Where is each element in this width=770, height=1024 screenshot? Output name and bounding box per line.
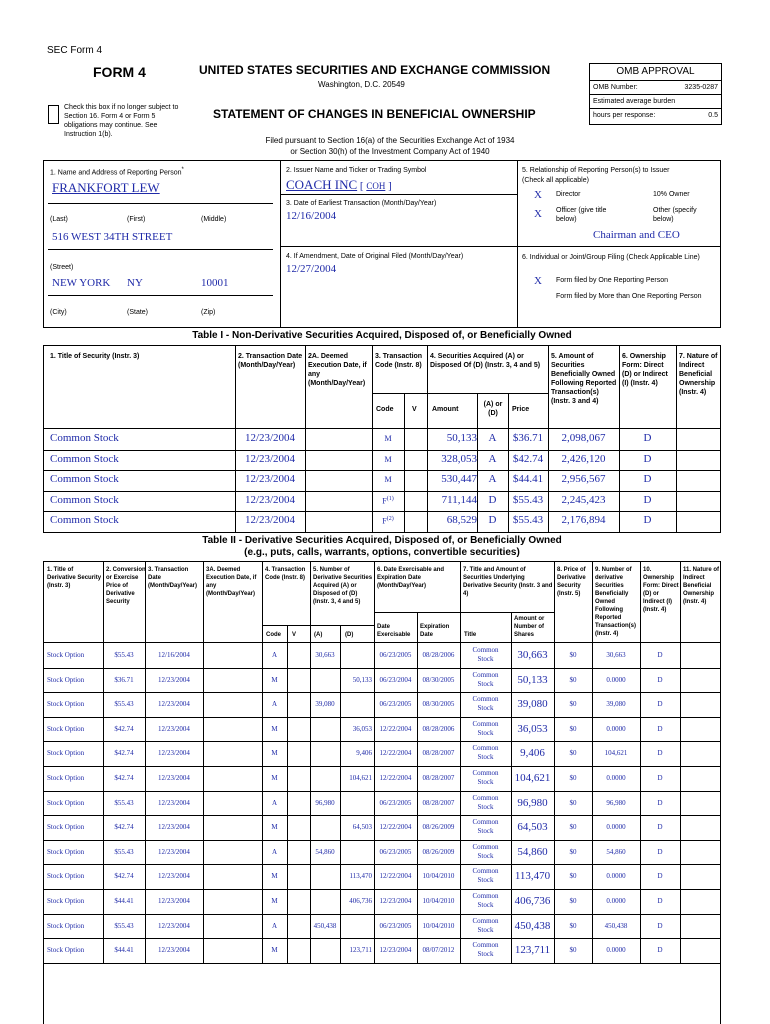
t2-underlying-title: Common Stock (472, 867, 499, 885)
issuer-ticker: COH (366, 181, 386, 191)
other-label: Other (specify below) (653, 207, 697, 223)
t1-security-title: Common Stock (50, 432, 119, 444)
more-persons-label: Form filed by More than One Reporting Person (556, 293, 702, 300)
t2-expiration-date: 08/26/2009 (422, 847, 455, 856)
t2-underlying-title: Common Stock (472, 793, 499, 811)
t1-amount: 68,529 (446, 514, 477, 527)
t2-underlying-title: Common Stock (472, 941, 499, 959)
t1-footnote-ref: (2) (386, 516, 394, 523)
form-title: FORM 4 (93, 64, 146, 80)
t2-date-exercisable: 12/23/2004 (379, 946, 412, 955)
t1-transaction-date: 12/23/2004 (244, 432, 296, 444)
t2-derivative-price: $0 (569, 847, 577, 856)
omb-number-row (590, 81, 721, 95)
t2-derivative-price: $0 (569, 749, 577, 758)
t2-owned-following: 39,080 (606, 700, 626, 709)
t2-expiration-date: 08/28/2007 (422, 774, 455, 782)
t2-date-exercisable: 06/23/2005 (379, 700, 412, 709)
t2-underlying-shares: 39,080 (517, 698, 548, 711)
t2-expiration-date: 10/04/2010 (422, 897, 455, 905)
t1-security-title: Common Stock (50, 473, 119, 486)
t2-underlying-shares: 96,980 (517, 796, 548, 809)
t1-amount: 711,144 (441, 493, 477, 506)
t1-h6: 6. Ownership Form: Direct (D) or Indirect (I) (Instr. 4) (622, 353, 668, 387)
t2-transaction-code: M (271, 946, 278, 955)
t2-date-exercisable: 12/22/2004 (379, 749, 412, 758)
reporting-person-name: FRANKFORT LEW (52, 180, 160, 195)
t1-transaction-code: M (384, 434, 392, 443)
t2-transaction-date: 12/16/2004 (158, 651, 190, 659)
filed-pursuant-line1: Filed pursuant to Section 16(a) of the Securities Exchange Act of 1934 (265, 136, 515, 145)
t2-disposed: 406,736 (349, 897, 372, 905)
t2-date-exercisable: 12/22/2004 (379, 823, 412, 832)
t2-expiration-date: 08/26/2009 (422, 823, 455, 832)
t2-date-exercisable: 12/22/2004 (379, 774, 412, 782)
amendment-label: 4. If Amendment, Date of Original Filed (Month/Day/Year) (286, 253, 464, 260)
city-value: NEW YORK (52, 277, 111, 289)
omb-approval-box (589, 63, 722, 125)
t1-acquired-disposed: D (488, 514, 497, 527)
t2-transaction-date: 12/23/2004 (158, 700, 190, 709)
t2-expiration-date: 08/28/2006 (422, 724, 455, 733)
t2-disposed: 64,503 (352, 823, 372, 832)
t2-transaction-code: M (271, 872, 278, 881)
t2-acquired: 39,080 (315, 700, 335, 709)
t2-underlying-title: Common Stock (472, 842, 499, 860)
filing-label: 6. Individual or Joint/Group Filing (Check Applicable Line) (522, 254, 700, 261)
t2-ownership-form: D (657, 651, 663, 659)
issuer-name: COACH INC (286, 177, 358, 192)
earliest-date-value: 12/16/2004 (286, 210, 337, 222)
t2-transaction-date: 12/23/2004 (158, 872, 190, 881)
t2-derivative-price: $0 (569, 774, 577, 782)
t2-sub-code: Code (266, 632, 281, 638)
t2-exercise-price: $55.43 (114, 651, 134, 659)
t1-h4: 4. Securities Acquired (A) or Disposed Of (D) (Instr. 3, 4 and 5) (430, 353, 541, 369)
t2-h7: 7. Title and Amount of Securities Underlying Derivative Security (Instr. 3 and 4) (463, 567, 553, 597)
t2-date-exercisable: 06/23/2005 (379, 651, 412, 659)
omb-number-label: OMB Number: (593, 84, 638, 91)
issuer-name-row: COACH INC [ COH ] (286, 177, 392, 192)
t2-underlying-title: Common Stock (472, 892, 499, 909)
t2-date-exercisable: 06/23/2005 (379, 847, 412, 856)
t2-underlying-title: Common Stock (472, 719, 499, 737)
t1-transaction-date: 12/23/2004 (244, 493, 296, 506)
director-label: Director (556, 191, 581, 198)
t2-ownership-form: D (657, 798, 663, 807)
t2-disposed: 36,053 (352, 724, 372, 733)
t1-sub-amount: Amount (432, 406, 459, 413)
t2-transaction-code: M (271, 823, 278, 832)
t2-h4: 4. Transaction Code (Instr. 8) (265, 567, 306, 581)
state-value: NY (127, 277, 143, 289)
t1-acquired-disposed: A (488, 473, 497, 486)
t2-underlying-title: Common Stock (472, 818, 499, 836)
t2-derivative-title: Stock Option (47, 946, 85, 955)
t2-transaction-code: A (271, 921, 278, 930)
t2-derivative-title: Stock Option (47, 921, 85, 930)
t2-derivative-title: Stock Option (47, 774, 85, 782)
director-mark[interactable]: X (534, 189, 542, 201)
t2-owned-following: 104,621 (604, 749, 628, 758)
t1-ownership-form: D (643, 473, 652, 486)
t2-disposed: 50,133 (352, 675, 372, 684)
t2-derivative-title: Stock Option (47, 847, 85, 856)
t1-owned-following: 2,245,423 (561, 493, 606, 506)
t2-derivative-title: Stock Option (47, 651, 85, 659)
t2-underlying-title: Common Stock (472, 670, 499, 688)
t2-sub-v: V (292, 632, 297, 638)
t2-owned-following: 30,663 (606, 651, 626, 659)
t2-sub-expiration: Expiration Date (420, 624, 450, 638)
t2-derivative-price: $0 (569, 724, 577, 733)
t2-owned-following: 0.0000 (606, 823, 626, 832)
t2-date-exercisable: 06/23/2005 (379, 798, 412, 807)
t2-exercise-price: $42.74 (114, 823, 134, 832)
t1-security-title: Common Stock (50, 452, 119, 465)
t1-acquired-disposed: A (488, 452, 497, 465)
t1-h3: 3. Transaction Code (Instr. 8) (375, 353, 423, 369)
t2-exercise-price: $44.41 (114, 897, 134, 905)
t2-exercise-price: $44.41 (114, 946, 134, 955)
t2-underlying-shares: 113,470 (514, 870, 551, 883)
t2-transaction-code: M (271, 675, 278, 684)
omb-title: OMB APPROVAL (590, 64, 721, 81)
t1-footnote-ref: (1) (386, 495, 394, 502)
omb-hours-row (590, 109, 721, 122)
t1-sub-ad: (A) or (D) (483, 401, 503, 417)
t2-underlying-shares: 104,621 (514, 772, 551, 784)
t2-exercise-price: $42.74 (114, 749, 134, 758)
t1-price: $55.43 (512, 493, 544, 506)
t2-derivative-price: $0 (569, 700, 577, 709)
t1-transaction-date: 12/23/2004 (244, 514, 296, 527)
street-value: 516 WEST 34TH STREET (52, 231, 173, 243)
t2-transaction-code: M (271, 897, 278, 905)
officer-mark[interactable]: X (534, 208, 542, 220)
t2-transaction-date: 12/23/2004 (158, 823, 190, 832)
t2-transaction-code: A (271, 798, 278, 807)
t1-h2: 2. Transaction Date (Month/Day/Year) (238, 353, 303, 369)
t2-transaction-date: 12/23/2004 (158, 897, 190, 905)
t1-transaction-code: M (384, 475, 392, 485)
t2-derivative-price: $0 (569, 798, 577, 807)
t2-underlying-shares: 64,503 (517, 821, 548, 834)
t2-ownership-form: D (657, 897, 663, 905)
first-label: (First) (127, 216, 146, 223)
t2-h8: 8. Price of Derivative Security (Instr. 5) (557, 567, 586, 597)
t2-exercise-price: $55.43 (114, 921, 134, 930)
t2-exercise-price: $42.74 (114, 724, 134, 733)
t2-date-exercisable: 06/23/2005 (379, 921, 412, 930)
zip-value: 10001 (201, 277, 229, 289)
t2-expiration-date: 08/30/2005 (422, 700, 455, 709)
omb-hours-label: hours per response: (593, 112, 656, 119)
t2-ownership-form: D (657, 749, 663, 758)
t2-derivative-title: Stock Option (47, 749, 85, 758)
t2-acquired: 54,860 (315, 847, 335, 856)
t2-owned-following: 0.0000 (606, 897, 626, 905)
t2-transaction-code: M (271, 724, 278, 733)
t2-expiration-date: 08/28/2007 (422, 798, 455, 807)
t2-expiration-date: 10/04/2010 (422, 921, 455, 930)
earliest-date-label: 3. Date of Earliest Transaction (Month/Day/Year) (286, 200, 437, 207)
t2-ownership-form: D (657, 724, 663, 733)
t2-underlying-shares: 9,406 (520, 747, 545, 760)
t2-derivative-title: Stock Option (47, 700, 85, 709)
amendment-value: 12/27/2004 (286, 263, 337, 275)
t2-h1: 1. Title of Derivative Security (Instr. 3) (47, 567, 102, 589)
t2-derivative-price: $0 (569, 651, 577, 659)
officer-label: Officer (give title below) (556, 207, 607, 223)
t2-derivative-title: Stock Option (47, 724, 85, 733)
one-person-label: Form filed by One Reporting Person (556, 277, 669, 284)
t2-derivative-price: $0 (569, 823, 577, 832)
t1-owned-following: 2,426,120 (561, 452, 606, 465)
t1-ownership-form: D (643, 452, 652, 465)
t2-transaction-date: 12/23/2004 (158, 774, 190, 782)
t2-disposed: 113,470 (349, 872, 372, 881)
t2-underlying-shares: 450,438 (514, 919, 551, 932)
t2-exercise-price: $42.74 (114, 774, 134, 782)
t2-acquired: 450,438 (313, 921, 337, 930)
t2-underlying-shares: 50,133 (517, 673, 548, 686)
t2-h3a: 3A. Deemed Execution Date, if any (Month/Day/Year) (206, 567, 257, 597)
t1-price: $55.43 (512, 514, 544, 527)
t2-derivative-price: $0 (569, 872, 577, 881)
t1-h2a: 2A. Deemed Execution Date, if any (Month/Day/Year) (308, 353, 367, 387)
t1-h5: 5. Amount of Securities Beneficially Owned Following Reported Transaction(s) (Instr. 3 and 4) (551, 353, 617, 405)
commission-city: Washington, D.C. 20549 (318, 80, 405, 89)
t2-derivative-title: Stock Option (47, 823, 85, 832)
t1-ownership-form: D (643, 493, 652, 506)
t2-transaction-date: 12/23/2004 (158, 798, 190, 807)
t2-date-exercisable: 12/23/2004 (379, 897, 412, 905)
t2-sub-title: Title (464, 632, 477, 638)
t2-underlying-title: Common Stock (472, 646, 499, 663)
t2-expiration-date: 08/30/2005 (422, 675, 455, 684)
t2-h3: 3. Transaction Date (Month/Day/Year) (148, 567, 198, 589)
t2-ownership-form: D (657, 823, 663, 832)
t2-underlying-shares: 406,736 (514, 895, 551, 907)
t2-derivative-title: Stock Option (47, 897, 85, 905)
omb-number-value: 3235-0287 (684, 84, 718, 91)
t2-ownership-form: D (657, 921, 663, 930)
state-label: (State) (127, 309, 149, 316)
zip-label: (Zip) (201, 309, 216, 316)
t2-h10: 10. Ownership Form: Direct (D) or Indirect (I) (Instr. 4) (643, 567, 679, 613)
t2-disposed: 104,621 (349, 774, 372, 782)
t2-transaction-code: A (271, 700, 278, 709)
t2-underlying-title: Common Stock (472, 744, 499, 762)
t2-ownership-form: D (657, 700, 663, 709)
reporting-person-label: 1. Name and Address of Reporting Person* (50, 167, 184, 177)
t2-acquired: 96,980 (315, 798, 335, 807)
omb-burden-label: Estimated average burden (590, 95, 721, 109)
t2-ownership-form: D (657, 872, 663, 881)
t1-price: $36.71 (512, 432, 544, 444)
t1-transaction-code: $F^{(1)}$ (382, 495, 394, 506)
t2-transaction-date: 12/23/2004 (158, 724, 190, 733)
t2-owned-following: 54,860 (606, 847, 626, 856)
t1-acquired-disposed: D (488, 493, 497, 506)
ten-pct-owner-label: 10% Owner (653, 191, 690, 198)
t2-disposed: 9,406 (356, 749, 372, 758)
table2-title: Table II - Derivative Securities Acquired, Disposed of, or Beneficially Owned (202, 535, 562, 546)
t2-owned-following: 0.0000 (606, 724, 626, 733)
t1-transaction-date: 12/23/2004 (244, 452, 296, 465)
t2-h9: 9. Number of derivative Securities Beneficially Owned Following Reported Transaction(s) (Instr. 4) (595, 567, 637, 637)
table1-title: Table I - Non-Derivative Securities Acquired, Disposed of, or Beneficially Owned (192, 330, 572, 341)
t1-acquired-disposed: A (488, 432, 497, 444)
t2-expiration-date: 08/07/2012 (422, 946, 455, 955)
t1-amount: 50,133 (446, 432, 477, 444)
omb-hours-value: 0.5 (708, 112, 718, 119)
t2-owned-following: 0.0000 (606, 872, 626, 881)
t2-transaction-date: 12/23/2004 (158, 675, 190, 684)
t2-disposed: 123,711 (349, 946, 372, 955)
t2-owned-following: 450,438 (604, 921, 628, 930)
t2-ownership-form: D (657, 847, 663, 856)
t2-exercise-price: $36.71 (114, 675, 134, 684)
t2-derivative-title: Stock Option (47, 872, 85, 881)
t1-h1: 1. Title of Security (Instr. 3) (50, 353, 140, 360)
t2-transaction-date: 12/23/2004 (158, 749, 190, 758)
t2-expiration-date: 10/04/2010 (422, 872, 455, 881)
t2-sub-exercisable: Date Exercisable (377, 624, 411, 638)
t2-derivative-price: $0 (569, 921, 577, 930)
t2-transaction-date: 12/23/2004 (158, 847, 190, 856)
t2-transaction-code: M (271, 774, 278, 782)
t2-owned-following: 96,980 (606, 798, 626, 807)
issuer-label: 2. Issuer Name and Ticker or Trading Symbol (286, 167, 427, 174)
t2-underlying-shares: 30,663 (517, 649, 548, 661)
t2-exercise-price: $42.74 (114, 872, 134, 881)
t2-transaction-code: M (271, 749, 278, 758)
table2-subtitle: (e.g., puts, calls, warrants, options, convertible securities) (244, 547, 520, 558)
t2-exercise-price: $55.43 (114, 700, 134, 709)
t1-amount: 530,447 (441, 473, 477, 486)
t1-security-title: Common Stock (50, 493, 119, 506)
t2-owned-following: 0.0000 (606, 675, 626, 684)
t1-sub-v: V (412, 406, 417, 413)
t2-exercise-price: $55.43 (114, 847, 134, 856)
reporting-person-asterisk: * (181, 167, 184, 173)
t2-ownership-form: D (657, 675, 663, 684)
t2-derivative-price: $0 (569, 897, 577, 905)
commission-title: UNITED STATES SECURITIES AND EXCHANGE COMMISSION (199, 63, 551, 77)
t2-ownership-form: D (657, 774, 663, 782)
relationship-label: 5. Relationship of Reporting Person(s) to Issuer (Check all applicable) (522, 167, 670, 184)
t1-security-title: Common Stock (50, 514, 119, 527)
t2-transaction-code: A (271, 847, 278, 856)
filed-pursuant-line2: or Section 30(h) of the Investment Company Act of 1940 (290, 147, 490, 156)
t2-transaction-date: 12/23/2004 (158, 921, 190, 930)
t1-ownership-form: D (643, 514, 652, 527)
t2-derivative-price: $0 (569, 675, 577, 684)
t1-price: $42.74 (512, 452, 544, 465)
t2-underlying-shares: 123,711 (514, 944, 551, 957)
checkbox-instruction: Check this box if no longer subject to Section 16. Form 4 or Form 5 obligations may continue. See Instruction 1(b). (64, 104, 179, 138)
t2-derivative-title: Stock Option (47, 798, 85, 807)
t1-ownership-form: D (643, 432, 652, 444)
t1-transaction-code: $F^{(2)}$ (382, 516, 394, 527)
t2-h5: 5. Number of Derivative Securities Acquired (A) or Disposed of (D) (Instr. 3, 4 and 5) (313, 567, 373, 605)
t1-h7: 7. Nature of Indirect Beneficial Ownership (Instr. 4) (679, 353, 718, 396)
t2-underlying-title: Common Stock (472, 916, 499, 934)
t1-price: $44.41 (512, 473, 544, 486)
t1-transaction-code: M (384, 454, 392, 464)
t1-amount: 328,053 (441, 452, 477, 465)
statement-title: STATEMENT OF CHANGES IN BENEFICIAL OWNERSHIP (213, 107, 536, 121)
t2-underlying-title: Common Stock (472, 695, 499, 713)
street-label: (Street) (50, 264, 74, 271)
t1-owned-following: 2,956,567 (561, 473, 606, 486)
t2-transaction-date: 12/23/2004 (158, 946, 190, 955)
t2-date-exercisable: 12/22/2004 (379, 724, 412, 733)
t2-h2: 2. Conversion or Exercise Price of Derivative Security (106, 567, 146, 605)
t2-derivative-title: Stock Option (47, 675, 85, 684)
sec-form-label: SEC Form 4 (47, 45, 103, 56)
officer-title: Chairman and CEO (593, 229, 680, 241)
middle-label: (Middle) (201, 216, 227, 223)
t2-h11: 11. Nature of Indirect Beneficial Ownership (Instr. 4) (683, 567, 720, 605)
t2-transaction-code: A (271, 651, 278, 659)
t1-owned-following: 2,098,067 (561, 432, 606, 444)
t2-acquired: 30,663 (315, 651, 335, 659)
t2-underlying-title: Common Stock (472, 769, 499, 786)
one-person-mark[interactable]: X (534, 275, 542, 287)
t1-owned-following: 2,176,894 (561, 514, 606, 527)
no-longer-subject-checkbox[interactable] (48, 105, 59, 124)
t2-underlying-shares: 54,860 (517, 845, 548, 858)
last-label: (Last) (50, 216, 68, 223)
t2-expiration-date: 08/28/2006 (422, 651, 455, 659)
t2-owned-following: 0.0000 (606, 946, 626, 955)
t2-h6: 6. Date Exercisable and Expiration Date (Month/Day/Year) (377, 567, 445, 589)
t2-sub-d: (D) (345, 632, 354, 638)
t2-underlying-shares: 36,053 (517, 722, 548, 735)
t2-ownership-form: D (657, 946, 663, 955)
t1-sub-code: Code (376, 406, 394, 413)
t2-sub-a: (A) (314, 632, 323, 638)
t2-derivative-price: $0 (569, 946, 577, 955)
t2-sub-shares: Amount or Number of Shares (514, 616, 545, 638)
t1-transaction-date: 12/23/2004 (244, 473, 296, 486)
t2-expiration-date: 08/28/2007 (422, 749, 455, 758)
city-label: (City) (50, 309, 67, 316)
t2-date-exercisable: 06/23/2004 (379, 675, 412, 684)
t2-exercise-price: $55.43 (114, 798, 134, 807)
t1-sub-price: Price (512, 406, 530, 413)
t2-owned-following: 0.0000 (606, 774, 626, 782)
t2-date-exercisable: 12/22/2004 (379, 872, 412, 881)
